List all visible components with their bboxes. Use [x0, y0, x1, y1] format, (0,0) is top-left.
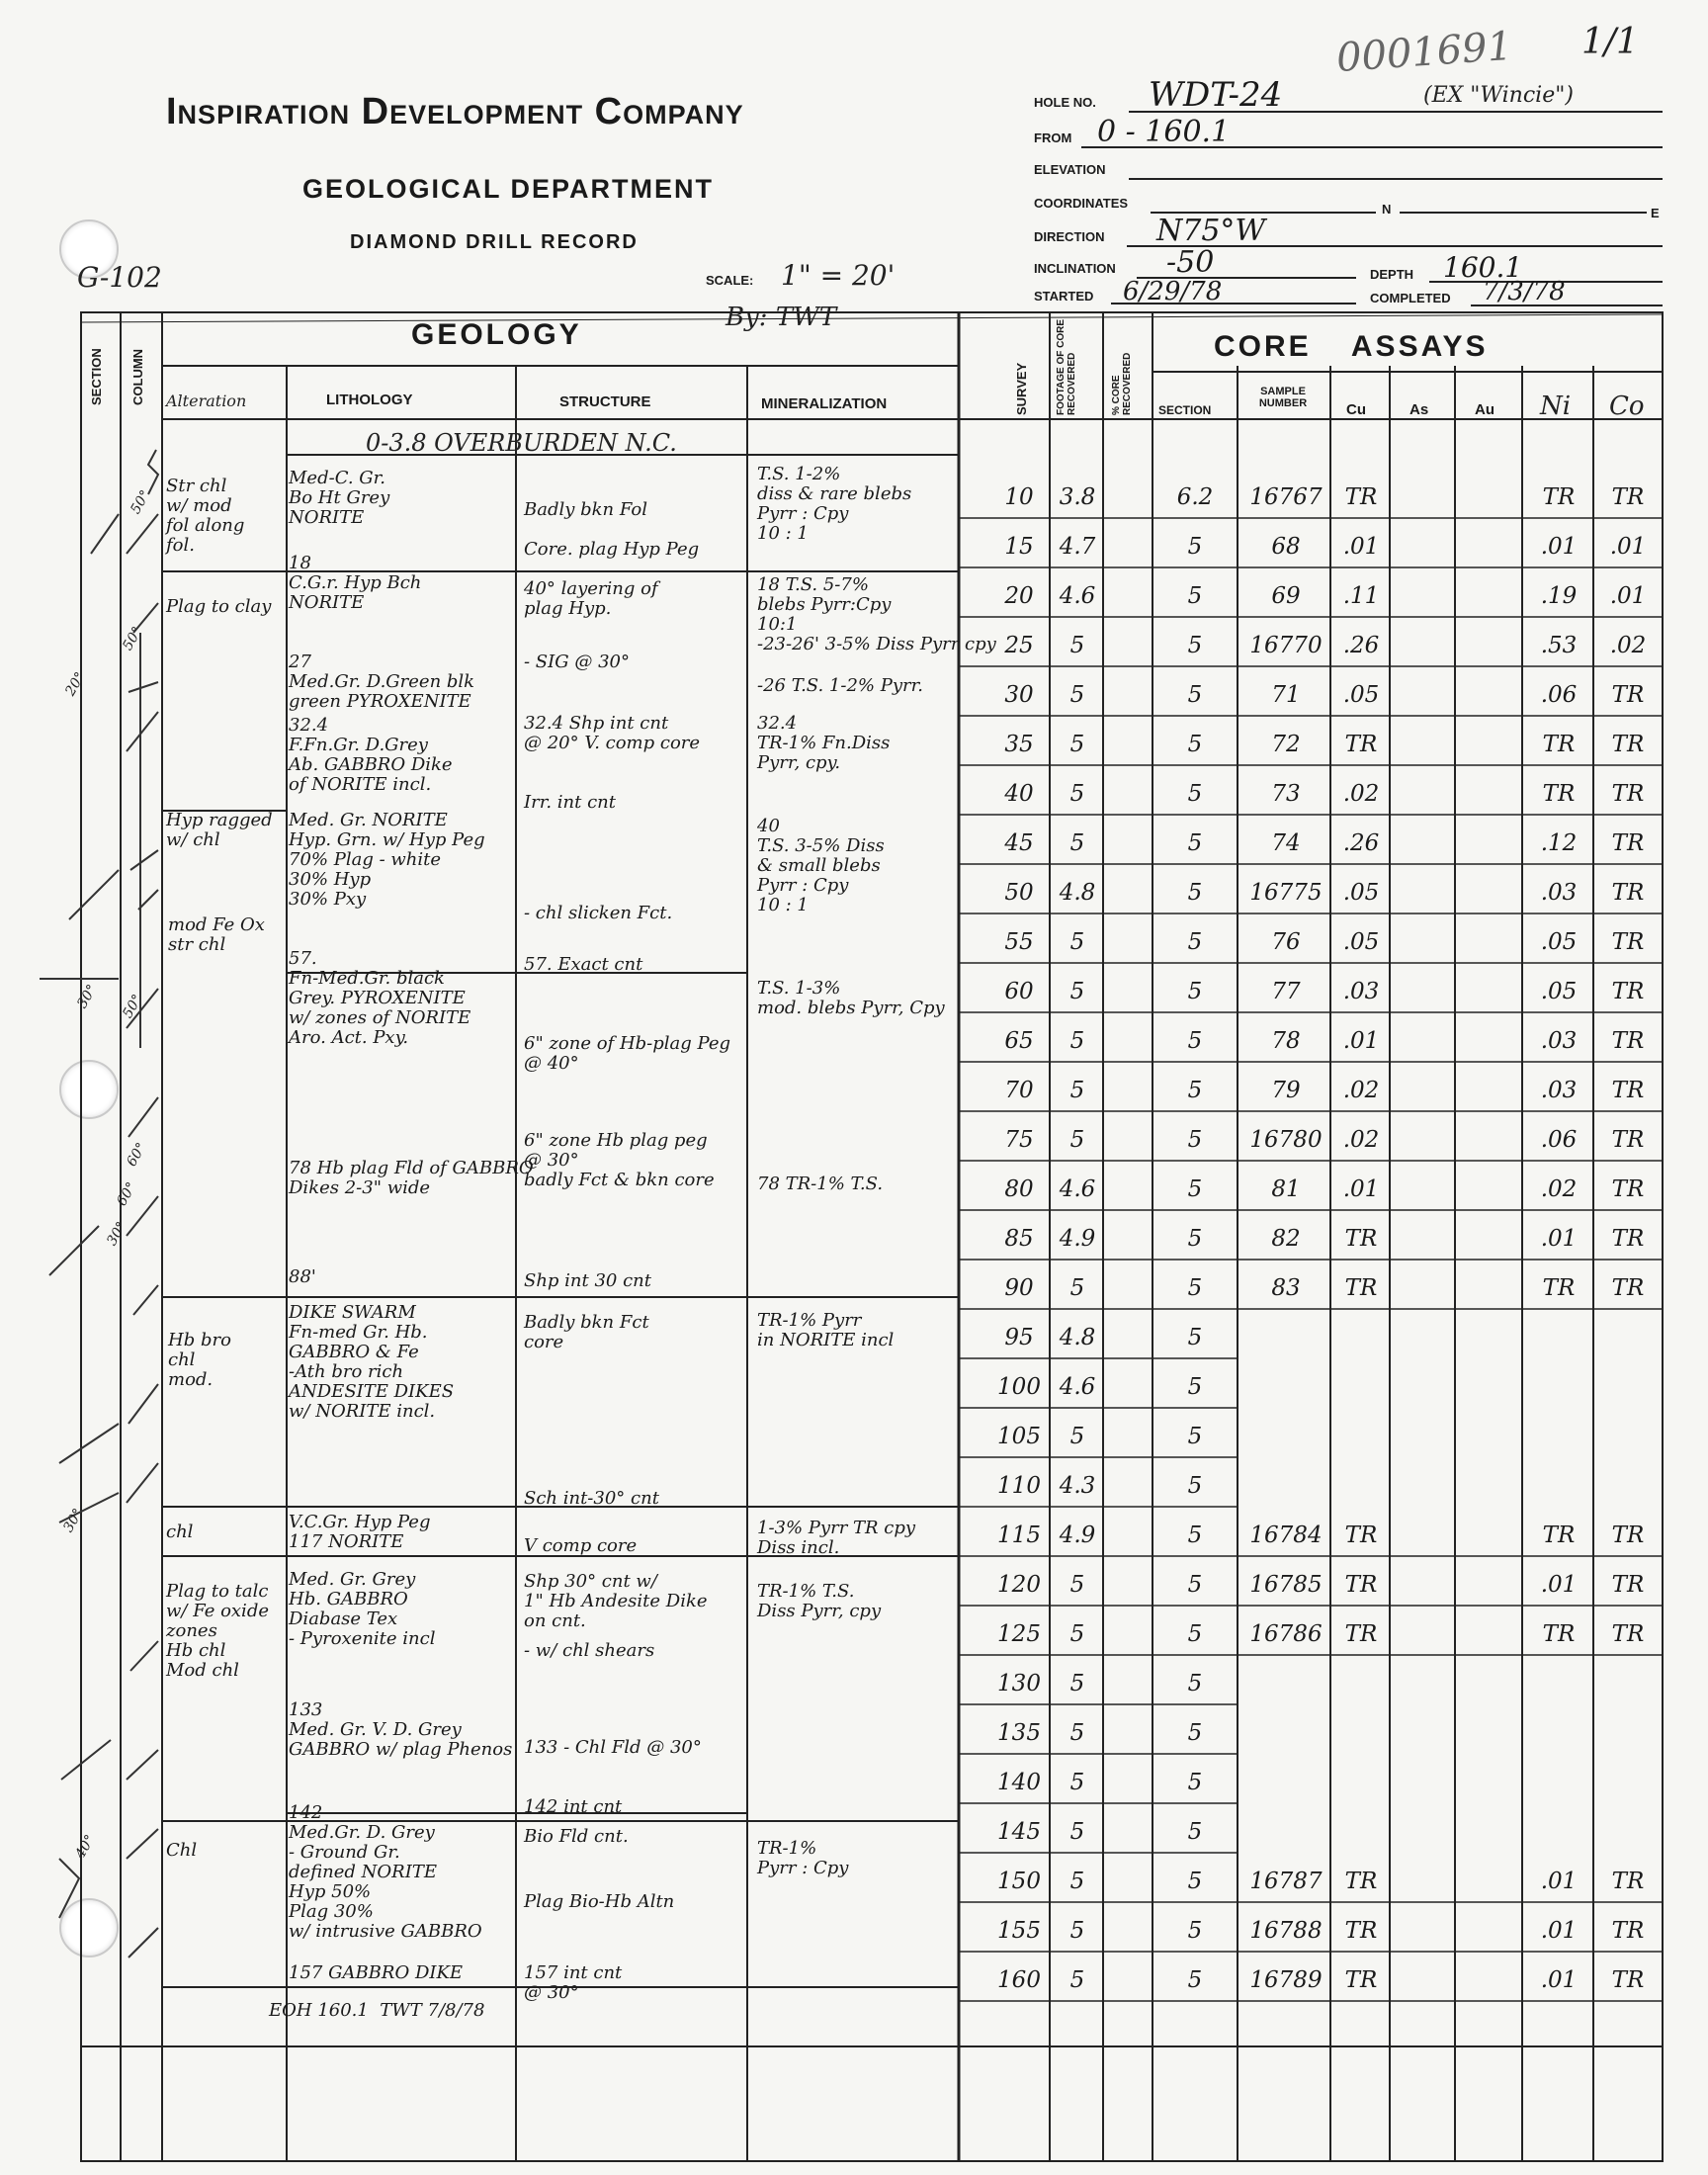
dip-mark: 30° [104, 1219, 130, 1249]
structure-note: 133 - Chl Fld @ 30° [524, 1737, 702, 1758]
section-cell: 5 [1187, 1869, 1203, 1894]
footage-cell: 5 [1069, 1028, 1085, 1054]
company-name: Inspiration Development Company [166, 91, 744, 132]
structure-note: 6" zone Hb plag peg @ 30° badly Fct & bkn core [524, 1130, 715, 1190]
sample-cell: 78 [1271, 1028, 1301, 1054]
section-cell: 5 [1187, 781, 1203, 807]
footage-cell: 5 [1069, 1621, 1085, 1647]
footage-cell: 5 [1069, 732, 1085, 757]
co-cell: TR [1611, 781, 1645, 807]
footage-cell: 5 [1069, 1770, 1085, 1795]
ni-cell: .03 [1540, 1028, 1578, 1054]
co-cell: TR [1611, 1522, 1645, 1548]
co-cell: TR [1611, 1127, 1645, 1153]
lithology-note: 78 Hb plag Fld of GABBRO Dikes 2-3" wide [289, 1158, 534, 1198]
dip-mark: 60° [114, 1179, 140, 1209]
footage-cell: 5 [1069, 830, 1085, 856]
structure-note: Plag Bio-Hb Altn [524, 1891, 675, 1912]
cu-cell: TR [1344, 1522, 1378, 1548]
section-cell: 5 [1187, 1127, 1203, 1153]
dip-mark: 20° [62, 669, 89, 699]
mineralization-note: -26 T.S. 1-2% Pyrr. [757, 675, 923, 696]
survey-cell: 35 [1004, 732, 1034, 757]
structure-note: Badly bkn Fct core [524, 1312, 649, 1352]
survey-cell: 90 [1004, 1275, 1034, 1301]
survey-cell: 60 [1004, 979, 1034, 1004]
direction-value: N75°W [1156, 214, 1266, 248]
section-header: SECTION [89, 348, 104, 405]
co-cell: TR [1611, 1226, 1645, 1252]
ni-cell: .02 [1540, 1176, 1578, 1202]
lithology-note: Med. Gr. Grey Hb. GABBRO Diabase Tex - Pyroxenite incl [289, 1569, 436, 1649]
section-cell: 5 [1187, 682, 1203, 708]
footage-cell: 4.9 [1059, 1522, 1096, 1548]
started-value: 6/29/78 [1123, 277, 1223, 306]
cu-cell: .26 [1342, 830, 1380, 856]
section-cell: 5 [1187, 1078, 1203, 1103]
cu-header: Cu [1346, 401, 1366, 418]
footage-cell: 5 [1069, 1127, 1085, 1153]
sample-cell: 16780 [1249, 1127, 1323, 1153]
mineralization-header: MINERALIZATION [761, 395, 888, 412]
structure-note: 142 int cnt [524, 1796, 623, 1817]
footage-cell: 5 [1069, 1869, 1085, 1894]
structure-note: 32.4 Shp int cnt @ 20° V. comp core [524, 713, 701, 753]
lithology-note: Med-C. Gr. Bo Ht Grey NORITE [289, 468, 390, 528]
overburden-note: 0-3.8 OVERBURDEN N.C. [366, 429, 677, 457]
footage-cell: 5 [1069, 1572, 1085, 1598]
structure-note: 157 int cnt @ 30° [524, 1962, 623, 2003]
cu-cell: .02 [1342, 781, 1380, 807]
mineralization-note: TR-1% Pyrr : Cpy [757, 1838, 849, 1878]
section-cell: 5 [1187, 830, 1203, 856]
co-cell: TR [1611, 1918, 1645, 1944]
footage-cell: 5 [1069, 1918, 1085, 1944]
section-cell: 5 [1187, 1325, 1203, 1350]
cu-cell: .02 [1342, 1078, 1380, 1103]
structure-note: Badly bkn Fol [524, 499, 647, 520]
from-value: 0 - 160.1 [1097, 115, 1231, 149]
survey-cell: 95 [1004, 1325, 1034, 1350]
footage-cell: 5 [1069, 929, 1085, 955]
sample-cell: 16788 [1249, 1918, 1323, 1944]
co-cell: TR [1611, 1967, 1645, 1993]
scale-initials: By: TWT [726, 303, 837, 332]
footage-cell: 5 [1069, 682, 1085, 708]
lithology-note: 88' [289, 1266, 316, 1287]
dip-mark: 50° [120, 992, 146, 1021]
footage-cell: 5 [1069, 1275, 1085, 1301]
survey-cell: 70 [1004, 1078, 1034, 1103]
lithology-note: 57. Fn-Med.Gr. black Grey. PYROXENITE w/ zones of NORITE Aro. Act. Pxy. [289, 948, 471, 1048]
mineralization-note: T.S. 1-2% diss & rare blebs Pyrr : Cpy 10 : 1 [757, 464, 912, 544]
survey-cell: 15 [1004, 534, 1034, 560]
sample-cell: 79 [1271, 1078, 1301, 1103]
inclination-label: INCLINATION [1034, 261, 1116, 276]
co-cell: .01 [1609, 583, 1647, 609]
ni-cell: .01 [1540, 1869, 1578, 1894]
dip-mark: 60° [124, 1140, 150, 1170]
lithology-note: 32.4 F.Fn.Gr. D.Grey Ab. GABBRO Dike of NORITE incl. [289, 715, 453, 795]
ni-cell: .01 [1540, 1967, 1578, 1993]
sample-cell: 77 [1271, 979, 1301, 1004]
survey-cell: 80 [1004, 1176, 1034, 1202]
ni-header: Ni [1540, 392, 1572, 421]
section-cell: 5 [1187, 1374, 1203, 1400]
sample-cell: 16789 [1249, 1967, 1323, 1993]
department-name: GEOLOGICAL DEPARTMENT [302, 174, 715, 204]
section-cell: 5 [1187, 583, 1203, 609]
cu-cell: .05 [1342, 682, 1380, 708]
coord-e-label: E [1651, 206, 1660, 220]
survey-cell: 110 [997, 1473, 1041, 1499]
footage-cell: 4.6 [1059, 1374, 1096, 1400]
cu-cell: TR [1344, 732, 1378, 757]
sample-cell: 76 [1271, 929, 1301, 955]
section-cell: 5 [1187, 1572, 1203, 1598]
ni-cell: TR [1542, 484, 1576, 510]
section-cell: 5 [1187, 979, 1203, 1004]
structure-note: V comp core [524, 1535, 638, 1556]
cu-cell: .26 [1342, 633, 1380, 658]
lithology-note: DIKE SWARM Fn-med Gr. Hb. GABBRO & Fe -Ath bro rich ANDESITE DIKES w/ NORITE incl. [289, 1302, 455, 1422]
record-title: DIAMOND DRILL RECORD [350, 231, 639, 253]
sample-cell: 81 [1271, 1176, 1301, 1202]
sample-cell: 16787 [1249, 1869, 1323, 1894]
footage-cell: 4.8 [1059, 880, 1096, 906]
sample-cell: 16767 [1249, 484, 1323, 510]
page-mark: 1/1 [1581, 22, 1639, 62]
section-cell: 5 [1187, 534, 1203, 560]
sample-cell: 69 [1271, 583, 1301, 609]
structure-note: Sch int-30° cnt [524, 1488, 659, 1509]
structure-note: Irr. int cnt [524, 792, 616, 813]
column-header: COLUMN [130, 348, 145, 405]
section-cell: 5 [1187, 1424, 1203, 1449]
section-cell: 5 [1187, 1671, 1203, 1696]
co-cell: TR [1611, 929, 1645, 955]
sample-cell: 83 [1271, 1275, 1301, 1301]
section-cell: 5 [1187, 1621, 1203, 1647]
ni-cell: .05 [1540, 979, 1578, 1004]
margin-label: G-102 [77, 261, 162, 294]
ni-cell: .12 [1540, 830, 1578, 856]
survey-cell: 85 [1004, 1226, 1034, 1252]
sample-cell: 16775 [1249, 880, 1323, 906]
started-label: STARTED [1034, 289, 1094, 304]
survey-cell: 50 [1004, 880, 1034, 906]
cu-cell: TR [1344, 1918, 1378, 1944]
sample-cell: 16786 [1249, 1621, 1323, 1647]
structure-header: STRUCTURE [559, 393, 651, 410]
lithology-note: 142 Med.Gr. D. Grey - Ground Gr. defined NORITE Hyp 50% Plag 30% w/ intrusive GABBRO [289, 1802, 482, 1942]
lithology-note: 157 GABBRO DIKE [289, 1962, 464, 1983]
structure-note: Shp int 30 cnt [524, 1270, 652, 1291]
cu-cell: TR [1344, 1869, 1378, 1894]
sample-cell: 16770 [1249, 633, 1323, 658]
lithology-note: Med. Gr. NORITE Hyp. Grn. w/ Hyp Peg 70% Plag - white 30% Hyp 30% Pxy [289, 810, 485, 910]
survey-cell: 120 [997, 1572, 1041, 1598]
alteration-note: chl [166, 1522, 194, 1542]
footage-cell: 5 [1069, 633, 1085, 658]
ni-cell: TR [1542, 1621, 1576, 1647]
lithology-note: 18 C.G.r. Hyp Bch NORITE [289, 553, 422, 613]
footage-cell: 5 [1069, 1720, 1085, 1746]
sample-cell: 73 [1271, 781, 1301, 807]
ni-cell: .19 [1540, 583, 1578, 609]
section-cell: 5 [1187, 633, 1203, 658]
binder-hole-bottom [59, 1898, 119, 1958]
co-cell: .01 [1609, 534, 1647, 560]
co-cell: TR [1611, 484, 1645, 510]
mineralization-note: TR-1% T.S. Diss Pyrr, cpy [757, 1581, 882, 1621]
section-cell: 5 [1187, 1967, 1203, 1993]
core-assays-header: CORE ASSAYS [1214, 330, 1489, 363]
lithology-header: LITHOLOGY [326, 392, 413, 408]
cu-cell: TR [1344, 1621, 1378, 1647]
alteration-note: Hb bro chl mod. [168, 1330, 231, 1390]
coordinates-label: COORDINATES [1034, 196, 1129, 211]
alteration-header: Alteration [166, 392, 247, 410]
ni-cell: .01 [1540, 534, 1578, 560]
footage-cell: 4.9 [1059, 1226, 1096, 1252]
geology-header: GEOLOGY [411, 318, 582, 351]
hole-note: (EX "Wincie") [1423, 83, 1574, 108]
sample-cell: 72 [1271, 732, 1301, 757]
alteration-note: mod Fe Ox str chl [168, 914, 265, 955]
co-cell: TR [1611, 1572, 1645, 1598]
survey-cell: 150 [997, 1869, 1041, 1894]
section-cell: 5 [1187, 1918, 1203, 1944]
structure-note: 40° layering of plag Hyp. [524, 578, 658, 619]
co-cell: .02 [1609, 633, 1647, 658]
cu-cell: TR [1344, 1226, 1378, 1252]
footage-header: FOOTAGE OF CORE RECOVERED [1056, 318, 1077, 415]
co-cell: TR [1611, 1869, 1645, 1894]
structure-note: Shp 30° cnt w/ 1" Hb Andesite Dike on cnt. [524, 1571, 708, 1631]
cu-cell: .02 [1342, 1127, 1380, 1153]
section-cell: 5 [1187, 1176, 1203, 1202]
survey-cell: 130 [997, 1671, 1041, 1696]
footage-cell: 3.8 [1059, 484, 1096, 510]
structure-note: 57. Exact cnt [524, 954, 643, 975]
co-cell: TR [1611, 1176, 1645, 1202]
lithology-note: 133 Med. Gr. V. D. Grey GABBRO w/ plag Phenos [289, 1699, 513, 1760]
footage-cell: 4.8 [1059, 1325, 1096, 1350]
section-cell: 6.2 [1176, 484, 1214, 510]
survey-cell: 155 [997, 1918, 1041, 1944]
hole-no-label: HOLE NO. [1034, 95, 1096, 110]
survey-cell: 125 [997, 1621, 1041, 1647]
pct-core-header: % CORE RECOVERED [1111, 352, 1133, 415]
survey-cell: 100 [997, 1374, 1041, 1400]
dip-mark: 30° [74, 982, 101, 1011]
mineralization-note: T.S. 1-3% mod. blebs Pyrr, Cpy [757, 978, 945, 1018]
survey-cell: 65 [1004, 1028, 1034, 1054]
mineralization-note: TR-1% Pyrr in NORITE incl [757, 1310, 895, 1350]
footage-cell: 4.7 [1059, 534, 1096, 560]
ni-cell: TR [1542, 732, 1576, 757]
sample-cell: 68 [1271, 534, 1301, 560]
survey-cell: 25 [1004, 633, 1034, 658]
structure-note: - w/ chl shears [524, 1640, 655, 1661]
section-cell: 5 [1187, 1522, 1203, 1548]
survey-cell: 115 [997, 1522, 1041, 1548]
cu-cell: .11 [1342, 583, 1380, 609]
structure-note: - chl slicken Fct. [524, 903, 673, 923]
survey-cell: 160 [997, 1967, 1041, 1993]
cu-cell: TR [1344, 1275, 1378, 1301]
au-header: Au [1475, 401, 1494, 418]
footage-cell: 5 [1069, 1424, 1085, 1449]
ni-cell: TR [1542, 1522, 1576, 1548]
from-label: FROM [1034, 130, 1072, 145]
footage-cell: 5 [1069, 1078, 1085, 1103]
co-header: Co [1609, 392, 1645, 421]
lithology-note: EOH 160.1 TWT 7/8/78 [269, 2000, 485, 2021]
survey-cell: 40 [1004, 781, 1034, 807]
ni-cell: .01 [1540, 1918, 1578, 1944]
survey-cell: 45 [1004, 830, 1034, 856]
stamp-number: 0001691 [1334, 23, 1514, 82]
survey-cell: 10 [1004, 484, 1034, 510]
footage-cell: 5 [1069, 1671, 1085, 1696]
mineralization-note: 78 TR-1% T.S. [757, 1174, 884, 1194]
co-cell: TR [1611, 979, 1645, 1004]
footage-cell: 5 [1069, 979, 1085, 1004]
inclination-value: -50 [1166, 245, 1215, 280]
survey-cell: 140 [997, 1770, 1041, 1795]
assay-section-header: SECTION [1158, 403, 1212, 417]
lithology-note: V.C.Gr. Hyp Peg 117 NORITE [289, 1512, 431, 1552]
section-cell: 5 [1187, 1226, 1203, 1252]
section-cell: 5 [1187, 1720, 1203, 1746]
survey-cell: 135 [997, 1720, 1041, 1746]
mineralization-note: 40 T.S. 3-5% Diss & small blebs Pyrr : Cpy 10 : 1 [757, 816, 885, 915]
co-cell: TR [1611, 732, 1645, 757]
cu-cell: .05 [1342, 880, 1380, 906]
co-cell: TR [1611, 1621, 1645, 1647]
ni-cell: .06 [1540, 1127, 1578, 1153]
completed-value: 7/3/78 [1483, 277, 1566, 306]
cu-cell: .01 [1342, 1176, 1380, 1202]
sample-cell: 82 [1271, 1226, 1301, 1252]
dip-mark: 30° [60, 1506, 87, 1535]
survey-header: SURVEY [1014, 362, 1029, 415]
sample-cell: 16785 [1249, 1572, 1323, 1598]
alteration-note: Plag to clay [166, 596, 272, 617]
alteration-note: Str chl w/ mod fol along fol. [166, 476, 245, 556]
section-cell: 5 [1187, 1473, 1203, 1499]
mineralization-note: 18 T.S. 5-7% blebs Pyrr:Cpy 10:1 -23-26' 3-5% Diss Pyrr cpy [757, 574, 996, 654]
structure-note: - SIG @ 30° [524, 652, 630, 672]
section-cell: 5 [1187, 929, 1203, 955]
ni-cell: .53 [1540, 633, 1578, 658]
section-cell: 5 [1187, 1819, 1203, 1845]
binder-hole-middle [59, 1060, 119, 1119]
co-cell: TR [1611, 880, 1645, 906]
as-header: As [1409, 401, 1429, 418]
co-cell: TR [1611, 1028, 1645, 1054]
sample-cell: 16784 [1249, 1522, 1323, 1548]
ni-cell: .03 [1540, 880, 1578, 906]
scale-label: SCALE: [706, 273, 754, 288]
survey-cell: 30 [1004, 682, 1034, 708]
alteration-note: Plag to talc w/ Fe oxide zones Hb chl Mod chl [166, 1581, 269, 1681]
co-cell: TR [1611, 830, 1645, 856]
cu-cell: TR [1344, 1572, 1378, 1598]
dip-mark: 50° [120, 624, 146, 653]
footage-cell: 4.6 [1059, 1176, 1096, 1202]
structure-note: Bio Fld cnt. [524, 1826, 629, 1847]
footage-cell: 5 [1069, 781, 1085, 807]
depth-label: DEPTH [1370, 267, 1414, 282]
dip-mark: 40° [72, 1832, 99, 1862]
coord-n-label: N [1382, 202, 1392, 217]
footage-cell: 5 [1069, 1819, 1085, 1845]
completed-label: COMPLETED [1370, 291, 1451, 305]
ni-cell: TR [1542, 1275, 1576, 1301]
section-cell: 5 [1187, 1275, 1203, 1301]
sample-number-header: SAMPLE NUMBER [1258, 386, 1308, 409]
dip-mark: 50° [128, 487, 154, 517]
co-cell: TR [1611, 1078, 1645, 1103]
sample-cell: 71 [1271, 682, 1301, 708]
ni-cell: .01 [1540, 1226, 1578, 1252]
direction-label: DIRECTION [1034, 229, 1105, 244]
section-cell: 5 [1187, 1028, 1203, 1054]
depth-value: 160.1 [1443, 251, 1523, 284]
cu-cell: TR [1344, 484, 1378, 510]
mineralization-note: 1-3% Pyrr TR cpy Diss incl. [757, 1518, 916, 1558]
footage-cell: 4.6 [1059, 583, 1096, 609]
sample-cell: 74 [1271, 830, 1301, 856]
elevation-label: ELEVATION [1034, 162, 1106, 177]
cu-cell: TR [1344, 1967, 1378, 1993]
survey-cell: 55 [1004, 929, 1034, 955]
co-cell: TR [1611, 1275, 1645, 1301]
section-cell: 5 [1187, 732, 1203, 757]
alteration-note: Chl [166, 1840, 198, 1861]
lithology-note: 27 Med.Gr. D.Green blk green PYROXENITE [289, 652, 475, 712]
co-cell: TR [1611, 682, 1645, 708]
cu-cell: .01 [1342, 534, 1380, 560]
alteration-note: Hyp ragged w/ chl [166, 810, 273, 850]
ni-cell: .03 [1540, 1078, 1578, 1103]
ni-cell: TR [1542, 781, 1576, 807]
ni-cell: .06 [1540, 682, 1578, 708]
section-cell: 5 [1187, 1770, 1203, 1795]
cu-cell: .01 [1342, 1028, 1380, 1054]
structure-note: Core. plag Hyp Peg [524, 539, 700, 560]
structure-note: 6" zone of Hb-plag Peg @ 40° [524, 1033, 730, 1074]
survey-cell: 105 [997, 1424, 1041, 1449]
section-cell: 5 [1187, 880, 1203, 906]
scale-value: 1" = 20' [781, 259, 896, 292]
footage-cell: 4.3 [1059, 1473, 1096, 1499]
ni-cell: .05 [1540, 929, 1578, 955]
hole-no-value: WDT-24 [1149, 75, 1283, 115]
cu-cell: .03 [1342, 979, 1380, 1004]
survey-cell: 75 [1004, 1127, 1034, 1153]
survey-cell: 145 [997, 1819, 1041, 1845]
mineralization-note: 32.4 TR-1% Fn.Diss Pyrr, cpy. [757, 713, 891, 773]
survey-cell: 20 [1004, 583, 1034, 609]
footage-cell: 5 [1069, 1967, 1085, 1993]
cu-cell: .05 [1342, 929, 1380, 955]
ni-cell: .01 [1540, 1572, 1578, 1598]
